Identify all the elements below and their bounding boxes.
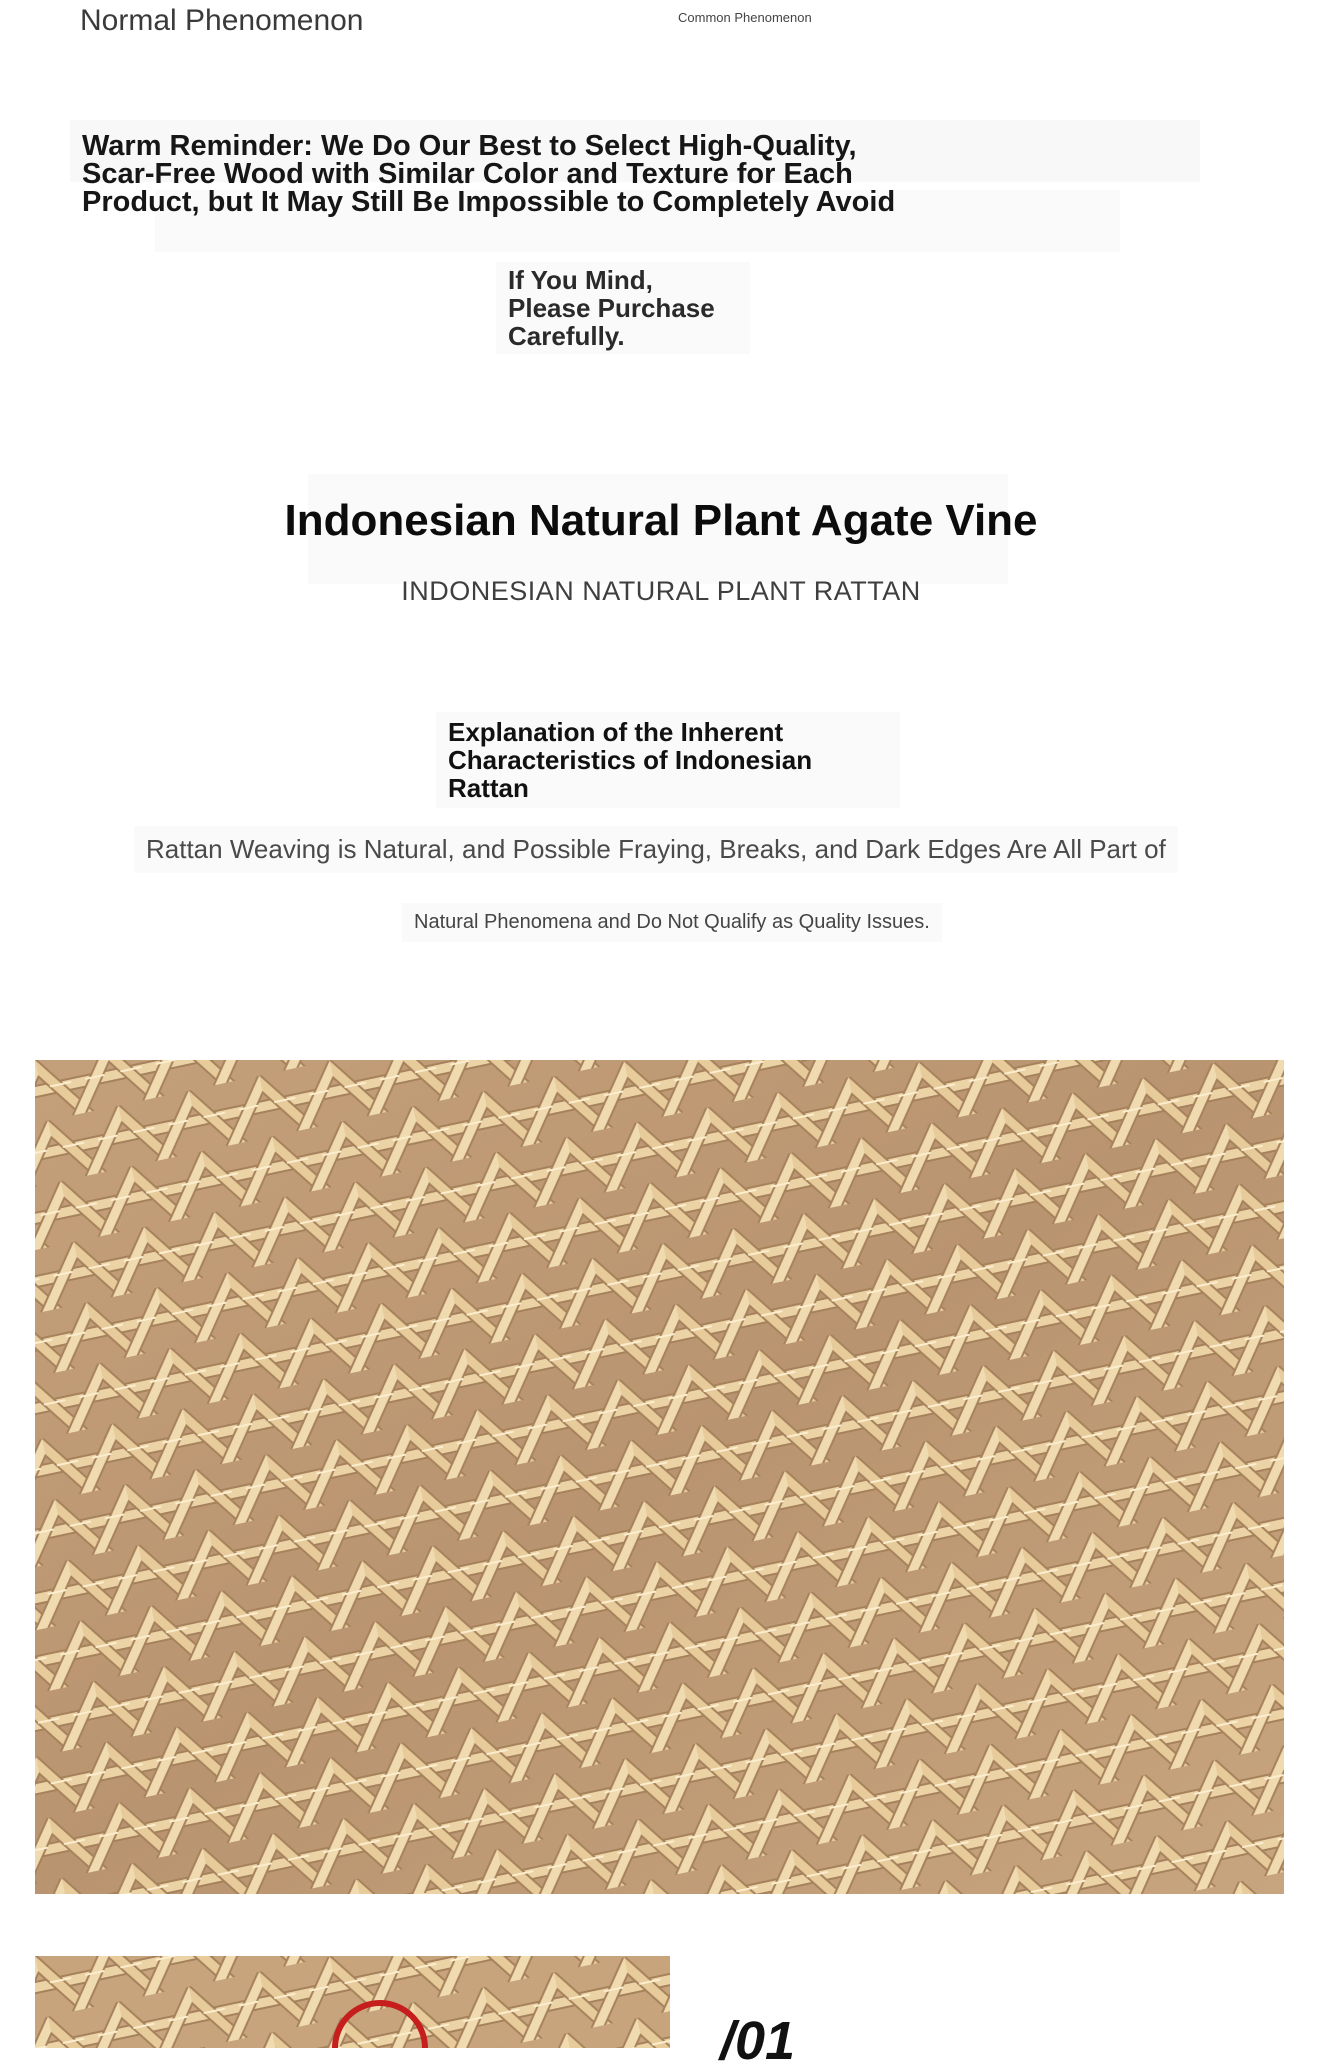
product-subtitle: INDONESIAN NATURAL PLANT RATTAN (401, 576, 921, 606)
rattan-detail-illustration (35, 1956, 670, 2048)
explanation-line-2: Natural Phenomena and Do Not Qualify as Quality Issues. (402, 903, 942, 942)
explanation-line-1: Rattan Weaving is Natural, and Possible Fraying, Breaks, and Dark Edges Are All Part of (134, 826, 1178, 873)
rattan-weave-illustration (35, 1060, 1284, 1894)
rattan-detail-photo (35, 1956, 670, 2048)
page-subtitle: Common Phenomenon (678, 10, 812, 25)
explanation-heading: Explanation of the Inherent Characteristics of Indonesian Rattan (436, 712, 900, 808)
rattan-weave-photo (35, 1060, 1284, 1894)
section-number: /01 (720, 2011, 796, 2071)
page-title: Normal Phenomenon (80, 4, 364, 37)
warm-reminder-text: Warm Reminder: We Do Our Best to Select High-Quality, Scar-Free Wood with Similar Color and Texture for Each Product, but It May Still Be Impossible to Completely Avoid (82, 130, 896, 218)
product-title: Indonesian Natural Plant Agate Vine (284, 496, 1038, 545)
purchase-caution-text: If You Mind, Please Purchase Carefully. (508, 265, 715, 351)
purchase-caution (496, 262, 750, 354)
